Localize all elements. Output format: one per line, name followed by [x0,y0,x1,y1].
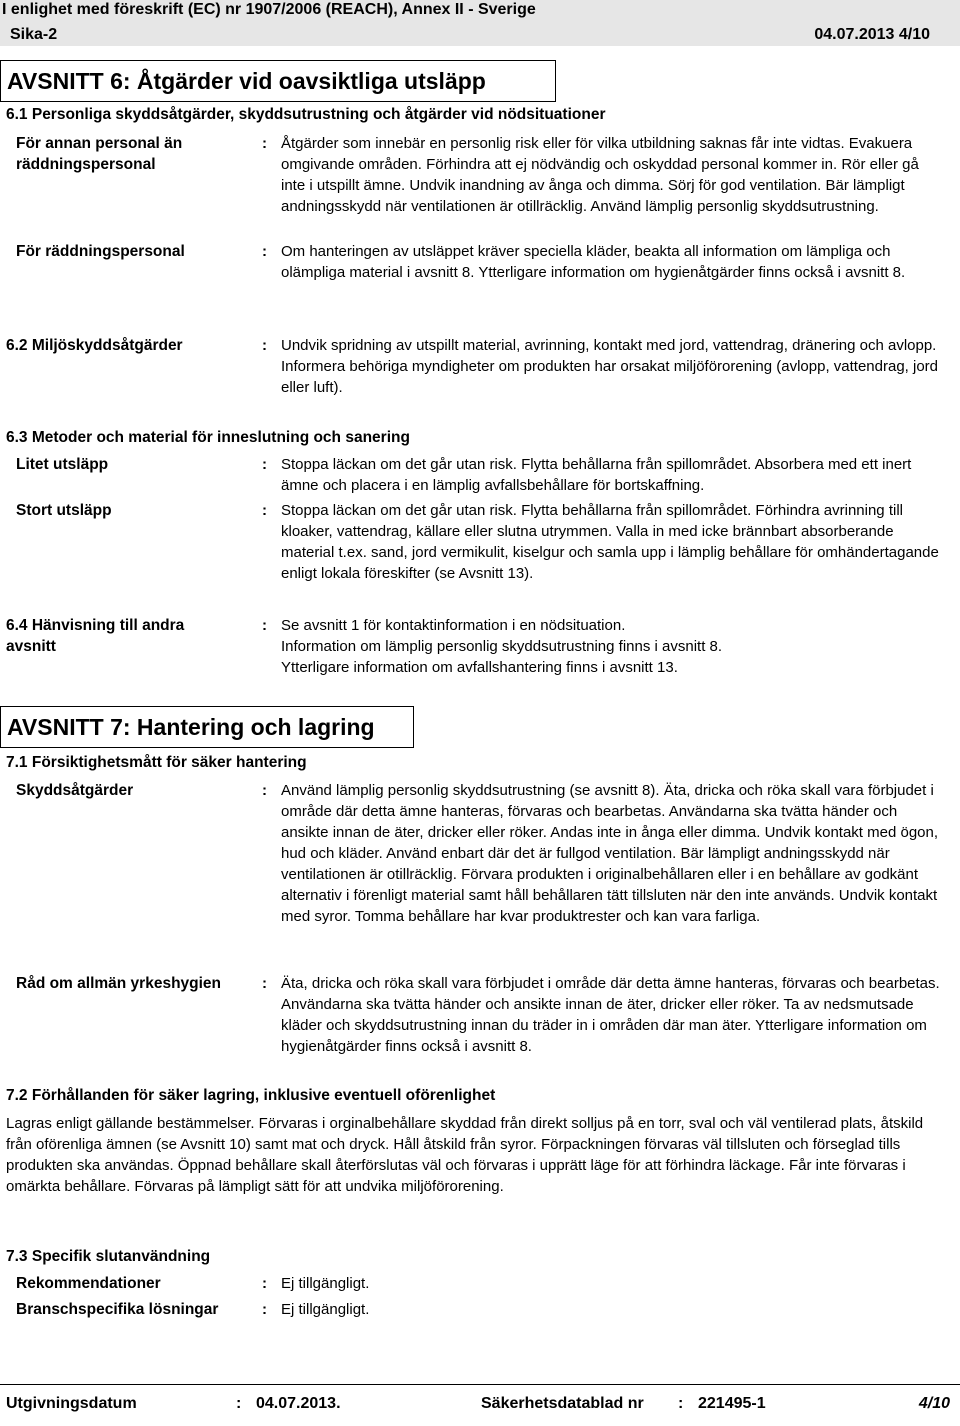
text-hygiene-advice: Äta, dricka och röka skall vara förbjudet i område där detta ämne hanteras, förvaras och bearbetas. Användarna ska tvätta händer och ansikte innan de äter, dricker eller röker. Ta av nedsmutsade kläder och skyddsutrustning innan du träder in i områden där man äter. Ytterligare information om hygienåtgärder finns också i avsnitt 8. [281,975,940,1055]
label-6-4: 6.4 Hänvisning till andra avsnitt [6,617,185,655]
colon: : [262,337,267,354]
section-6-heading: AVSNITT 6: Åtgärder vid oavsiktliga utsläpp [0,60,556,102]
colon: : [236,1395,242,1412]
footer-date-label: Utgivningsdatum [6,1395,137,1412]
product-name: Sika-2 [10,26,58,43]
subsection-7-1-title: 7.1 Försiktighetsmått för säker hantering [6,754,307,771]
footer-sds-label: Säkerhetsdatablad nr [481,1395,644,1412]
label-industry-solutions: Branschspecifika lösningar [16,1301,219,1318]
colon: : [262,975,267,992]
label-other-personnel: För annan personal än räddningspersonal [16,135,183,173]
footer-divider [0,1384,960,1385]
label-6-2: 6.2 Miljöskyddsåtgärder [6,337,183,354]
text-6-4-line3: Ytterligare information om avfallshantering finns i avsnitt 13. [281,659,678,676]
subsection-6-3-title: 6.3 Metoder och material för inneslutning och sanering [6,429,410,446]
colon: : [262,456,267,473]
subsection-7-3-title: 7.3 Specifik slutanvändning [6,1248,211,1265]
text-other-personnel: Åtgärder som innebär en personlig risk eller för vilka utbildning saknas får inte vidtas. Evakuera omgivande områden. Förhindra att ej nödvändig och oskyddad personal kommer in. Rör eller gå inte i utspillt ämne. Undvik inandning av ånga och dimma. Sörj för god ventilation. Bär lämpligt andningsskydd när ventilationen är otillräcklig. Använd lämplig personlig skyddsutrustning. [281,135,919,215]
value-industry-solutions: Ej tillgängligt. [281,1301,370,1318]
label-large-spill: Stort utsläpp [16,502,112,519]
text-storage-conditions: Lagras enligt gällande bestämmelser. Förvaras i orginalbehållare skyddad från direkt solljus på en torr, sval och väl ventilerad plats, åtskild från oförenliga ämnen (se Avsnitt 10) samt mat och dryck. Håll åtskild från syror. Förpackningen förvaras väl tillsluten och förseglad tills produkten ska användas. Öppnad behållare skall återförslutas väl och förvaras i upprätt läge för att förhindra läckage. Får inte förvaras i omärkta behållare. Förvaras på lämpligt sätt för att undvika miljöförorening. [6,1115,924,1195]
colon: : [262,135,267,152]
colon: : [262,617,267,634]
text-large-spill: Stoppa läckan om det går utan risk. Flytta behållarna från spillområdet. Förhindra avrinning till kloaker, vattendrag, källare eller slutna utrymmen. Valla in med icke brännbart absorberande material t.ex. sand, jord vermikulit, kiselgur och samla upp i lämplig behållare för omhändertagande enligt lokala föreskifter (se Avsnitt 13). [281,502,939,582]
text-small-spill: Stoppa läckan om det går utan risk. Flytta behållarna från spillområdet. Absorbera med ett inert ämne och placera i en lämplig avfallsbehållare för bortskaffning. [281,456,912,494]
text-6-2: Undvik spridning av utspillt material, avrinning, kontakt med jord, vattendrag, dränering och avlopp. Informera behöriga myndigheter om produkten har orsakat miljöförorening (avlopp, vattendrag, jord eller luft). [281,337,939,396]
label-recommendations: Rekommendationer [16,1275,161,1292]
value-recommendations: Ej tillgängligt. [281,1275,370,1292]
colon: : [262,1275,267,1292]
text-rescue-personnel: Om hanteringen av utsläppet kräver speciella kläder, beakta all information om lämpliga och olämpliga material i avsnitt 8. Ytterligare information om hygienåtgärder finns också i avsnitt 8. [281,243,906,281]
text-6-4-line2: Information om lämplig personlig skyddsutrustning finns i avsnitt 8. [281,638,723,655]
subsection-6-1-title: 6.1 Personliga skyddsåtgärder, skyddsutrustning och åtgärder vid nödsituationer [6,106,606,123]
label-protective-measures: Skyddsåtgärder [16,782,134,799]
colon: : [262,1301,267,1318]
colon: : [262,782,267,799]
footer-sds-value: 221495-1 [698,1395,766,1412]
colon: : [262,243,267,260]
regulation-title: I enlighet med föreskrift (EC) nr 1907/2006 (REACH), Annex II - Sverige [2,1,536,18]
colon: : [678,1395,684,1412]
label-hygiene-advice: Råd om allmän yrkeshygien [16,975,222,992]
text-protective-measures: Använd lämplig personlig skyddsutrustning (se avsnitt 8). Äta, dricka och röka skall vara förbjudet i område där detta ämne hanteras, förvaras och bearbetas. Användarna ska tvätta händer och ansikte innan de äter, dricker eller röker. Andas inte in ånga eller dimma. Undvik kontakt med ögon, hud och kläder. Använd enbart där det är fullgod ventilation. Bär lämpligt andningsskydd när ventilationen är otillräcklig. Förvara produkten i originalbehållaren eller i en behållare av godkänt alternativ i förenligt material samt håll behållaren tätt tillsluten när den inte används. Undvik kontakt med syror. Tomma behållare har kvar produktrester och kan vara farliga. [281,782,939,925]
text-6-4-line1: Se avsnitt 1 för kontaktinformation i en nödsituation. [281,617,626,634]
subsection-7-2-title: 7.2 Förhållanden för säker lagring, inklusive eventuell oförenlighet [6,1087,496,1104]
label-small-spill: Litet utsläpp [16,456,109,473]
footer-page-number: 4/10 [918,1395,950,1412]
footer-date-value: 04.07.2013. [256,1395,341,1412]
label-rescue-personnel: För räddningspersonal [16,243,185,260]
section-7-heading: AVSNITT 7: Hantering och lagring [0,706,414,748]
header-date-page: 04.07.2013 4/10 [814,26,930,43]
colon: : [262,502,267,519]
